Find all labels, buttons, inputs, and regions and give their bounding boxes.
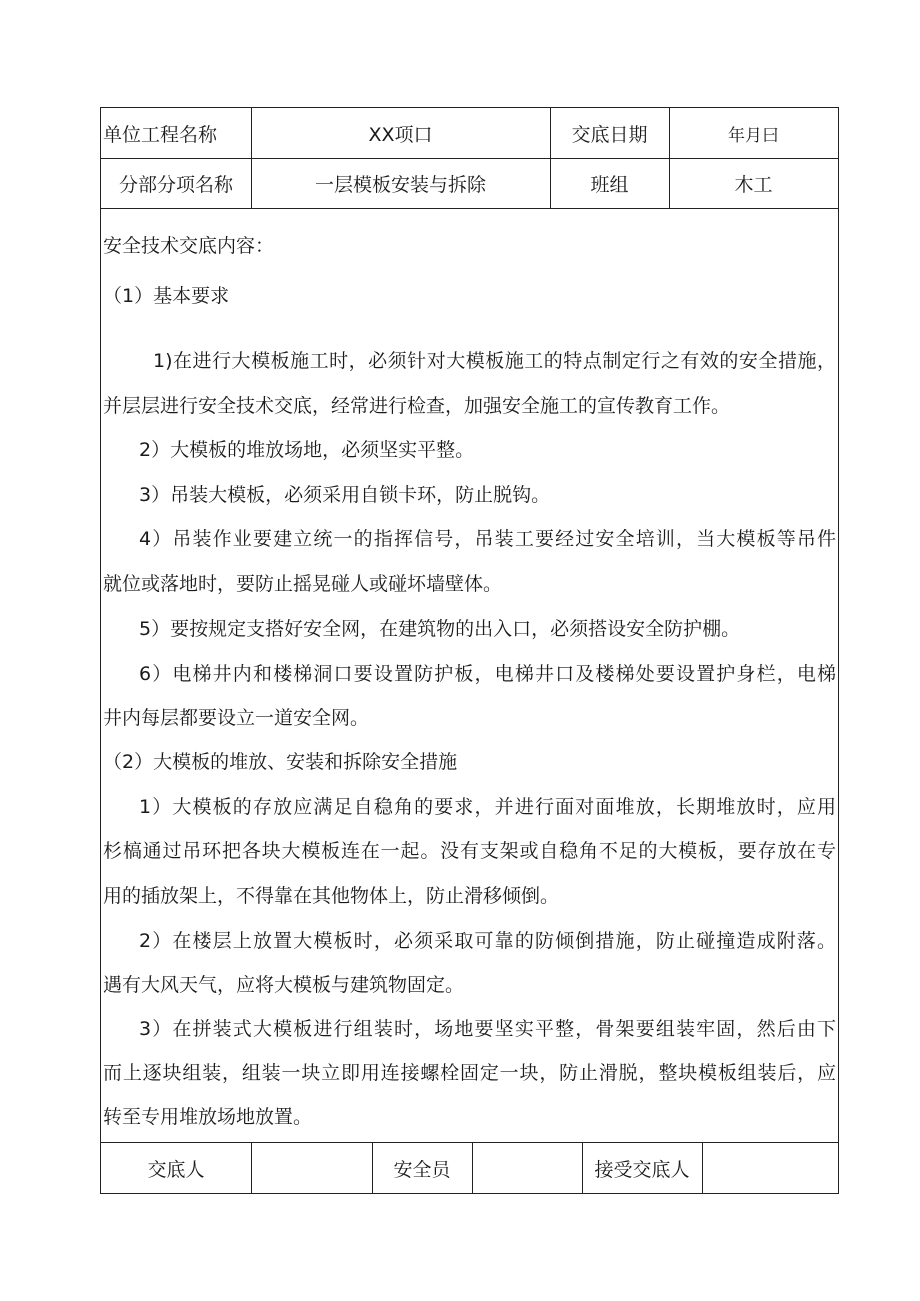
unit-project-value: XX项口 bbox=[368, 123, 433, 146]
discloser-label: 交底人 bbox=[147, 1158, 205, 1181]
safety-officer-signature-field[interactable] bbox=[472, 1143, 582, 1193]
content-line: 6）电梯井内和楼梯洞口要设置防护板，电梯井口及楼梯处要设置护身栏，电梯 bbox=[139, 663, 836, 685]
header-row-subproject bbox=[101, 159, 838, 209]
content-line: 杉槁通过吊环把各块大模板连在一起。没有支架或自稳角不足的大模板，要存放在专 bbox=[103, 840, 836, 862]
disclosure-form bbox=[100, 107, 839, 1194]
content-line: 3）吊装大模板，必须采用自锁卡环，防止脱钩。 bbox=[139, 484, 551, 506]
content-line: 遇有大风天气，应将大模板与建筑物固定。 bbox=[103, 974, 465, 996]
content-line: 1)在进行大模板施工时，必须针对大模板施工的特点制定行之有效的安全措施， bbox=[153, 350, 836, 372]
content-line: 就位或落地时，要防止摇晃碰人或碰坏墙壁体。 bbox=[103, 573, 503, 595]
content-line: 4）吊装作业要建立统一的指挥信号，吊装工要经过安全培训，当大模板等吊件 bbox=[139, 528, 836, 550]
content-line: 5）要按规定支搭好安全网，在建筑物的出入口，必须搭设安全防护棚。 bbox=[139, 618, 741, 640]
section-heading-basic: （1）基本要求 bbox=[103, 285, 230, 307]
content-line: 并层层进行安全技术交底，经常进行检查，加强安全施工的宣传教育工作。 bbox=[103, 395, 731, 417]
disclosure-date-label: 交底日期 bbox=[571, 123, 648, 146]
header-row-project bbox=[101, 108, 838, 159]
content-line: 3）在拼装式大模板进行组装时，场地要坚实平整，骨架要组装牢固，然后由下 bbox=[139, 1018, 836, 1040]
content-title: 安全技术交底内容： bbox=[103, 235, 275, 257]
unit-project-label: 单位工程名称 bbox=[103, 123, 218, 146]
content-line: 转至专用堆放场地放置。 bbox=[103, 1106, 313, 1128]
team-label: 班组 bbox=[590, 174, 629, 196]
section-heading-measures: （2）大模板的堆放、安装和拆除安全措施 bbox=[103, 751, 458, 773]
content-line: 2）大模板的堆放场地，必须坚实平整。 bbox=[139, 439, 475, 461]
sub-project-label: 分部分项名称 bbox=[118, 174, 233, 196]
content-line: 而上逐块组装，组装一块立即用连接螺栓固定一块，防止滑脱，整块模板组装后，应 bbox=[103, 1062, 836, 1084]
content-line: 井内每层都要设立一道安全网。 bbox=[103, 707, 370, 729]
recipient-signature-field[interactable] bbox=[702, 1143, 838, 1193]
team-value: 木工 bbox=[734, 174, 773, 196]
recipient-label: 接受交底人 bbox=[594, 1158, 690, 1181]
sub-project-value: 一层模板安装与拆除 bbox=[314, 174, 486, 196]
content-line: 2）在楼层上放置大模板时，必须采取可靠的防倾倒措施，防止碰撞造成附落。 bbox=[139, 930, 836, 952]
content-line: 用的插放架上，不得靠在其他物体上，防止滑移倾倒。 bbox=[103, 885, 560, 907]
safety-officer-label: 安全员 bbox=[393, 1158, 451, 1181]
signature-row bbox=[101, 1143, 838, 1193]
content-line: 1）大模板的存放应满足自稳角的要求，并进行面对面堆放，长期堆放时，应用 bbox=[139, 796, 836, 818]
disclosure-content bbox=[101, 209, 838, 1143]
discloser-signature-field[interactable] bbox=[251, 1143, 372, 1193]
disclosure-date-value: 年月曰 bbox=[728, 125, 779, 146]
